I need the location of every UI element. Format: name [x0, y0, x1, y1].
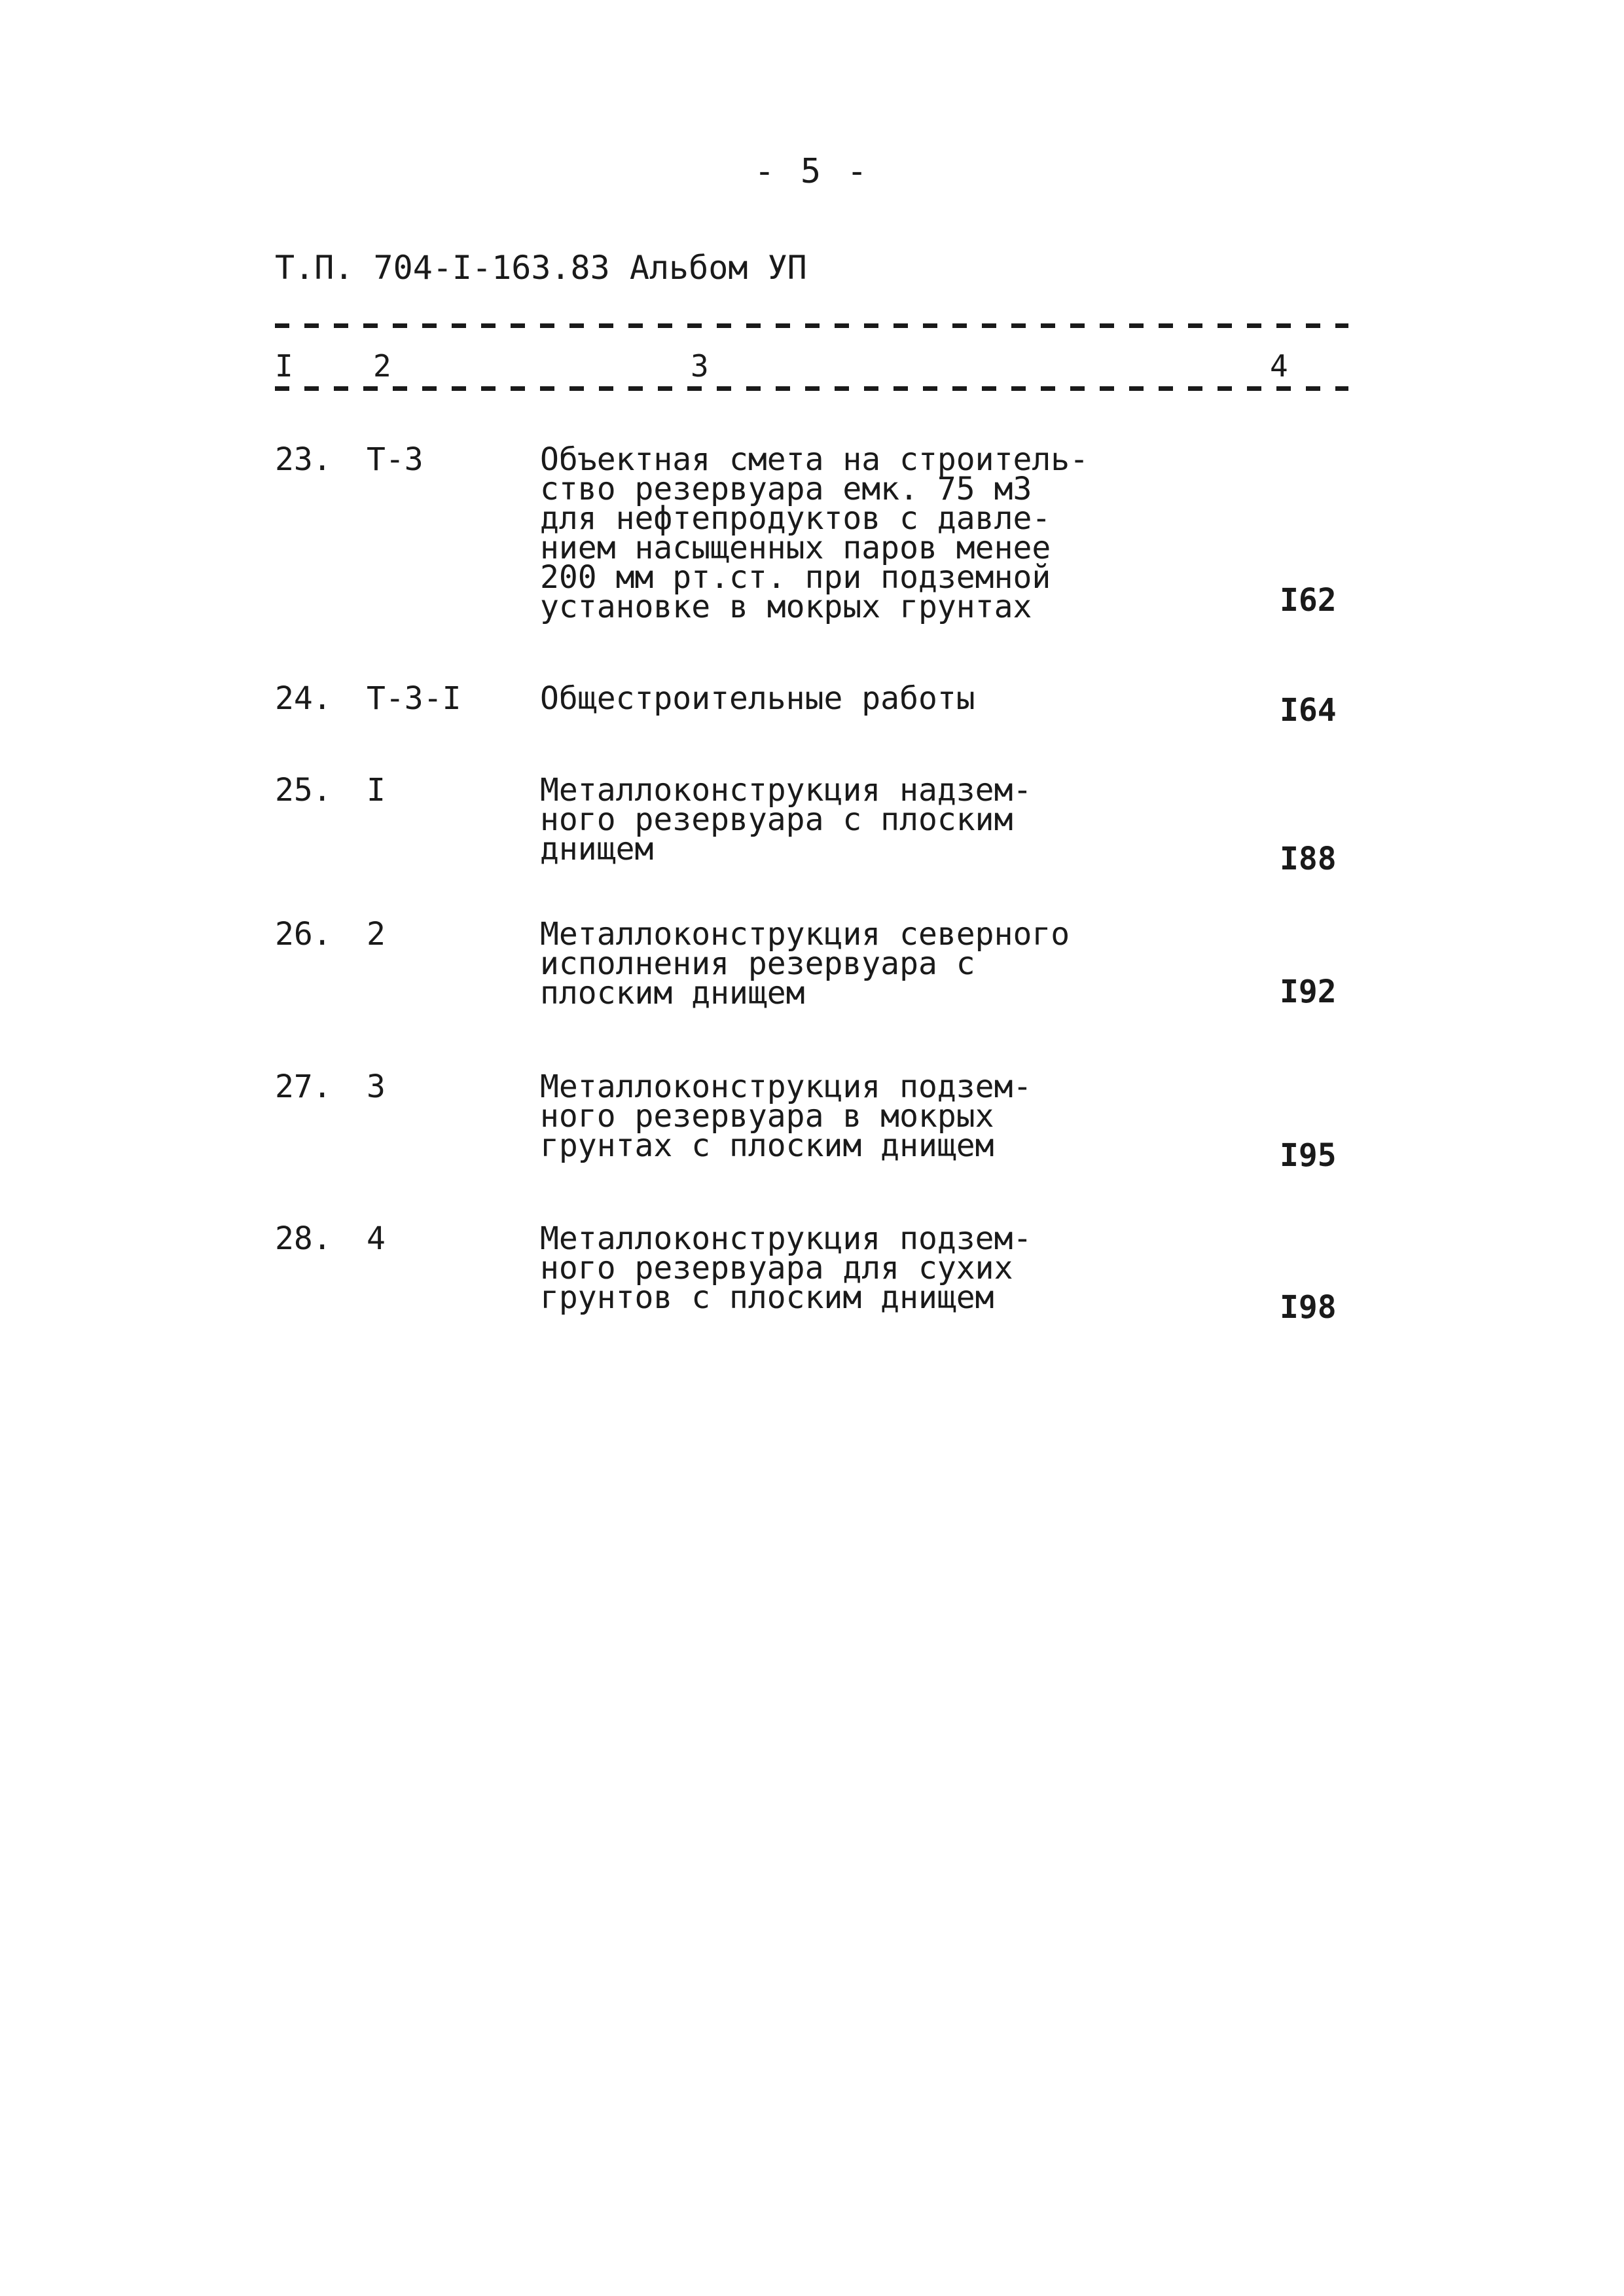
page-number: - 5 -: [754, 152, 870, 191]
row-page: I98: [1280, 1289, 1337, 1326]
column-headers: [0, 348, 1624, 388]
header-divider-top: [275, 323, 1348, 328]
column-header-1: I: [275, 348, 293, 384]
row-page: I64: [1280, 692, 1337, 729]
row-page: I62: [1280, 582, 1337, 619]
row-number: 27.: [275, 1068, 332, 1105]
row-number: 23.: [275, 441, 332, 478]
row-page: I92: [1280, 974, 1337, 1010]
column-header-4: 4: [1270, 348, 1288, 384]
column-header-3: 3: [691, 348, 709, 384]
row-page: I95: [1280, 1137, 1337, 1174]
row-code: Т-3-I: [367, 680, 461, 717]
column-header-2: 2: [373, 348, 391, 384]
row-number: 25.: [275, 772, 332, 809]
header-divider-bottom: [275, 386, 1348, 391]
row-code: 4: [367, 1220, 386, 1257]
row-number: 28.: [275, 1220, 332, 1257]
row-description: Металлоконструкция подзем- ного резервуара в мокрых грунтах с плоским днищем: [540, 1068, 1032, 1164]
row-number: 26.: [275, 916, 332, 953]
row-code: 3: [367, 1068, 386, 1105]
row-description: Металлоконструкция северного исполнения резервуара с плоским днищем: [540, 916, 1070, 1011]
row-description: Металлоконструкция надзем- ного резервуара с плоским днищем: [540, 772, 1032, 867]
document-header: Т.П. 704-I-163.83 Альбом УП: [275, 249, 807, 287]
row-number: 24.: [275, 680, 332, 717]
row-code: I: [367, 772, 386, 809]
row-code: Т-3: [367, 441, 424, 478]
row-description: Металлоконструкция подзем- ного резервуара для сухих грунтов с плоским днищем: [540, 1220, 1032, 1316]
row-description: Общестроительные работы: [540, 680, 975, 717]
row-code: 2: [367, 916, 386, 953]
row-description: Объектная смета на строитель- ство резервуара емк. 75 м3 для нефтепродуктов с давле- нием насыщенных паров менее 200 мм рт.ст. при подземной установке в мокрых грунтах: [540, 441, 1089, 625]
row-page: I88: [1280, 841, 1337, 877]
